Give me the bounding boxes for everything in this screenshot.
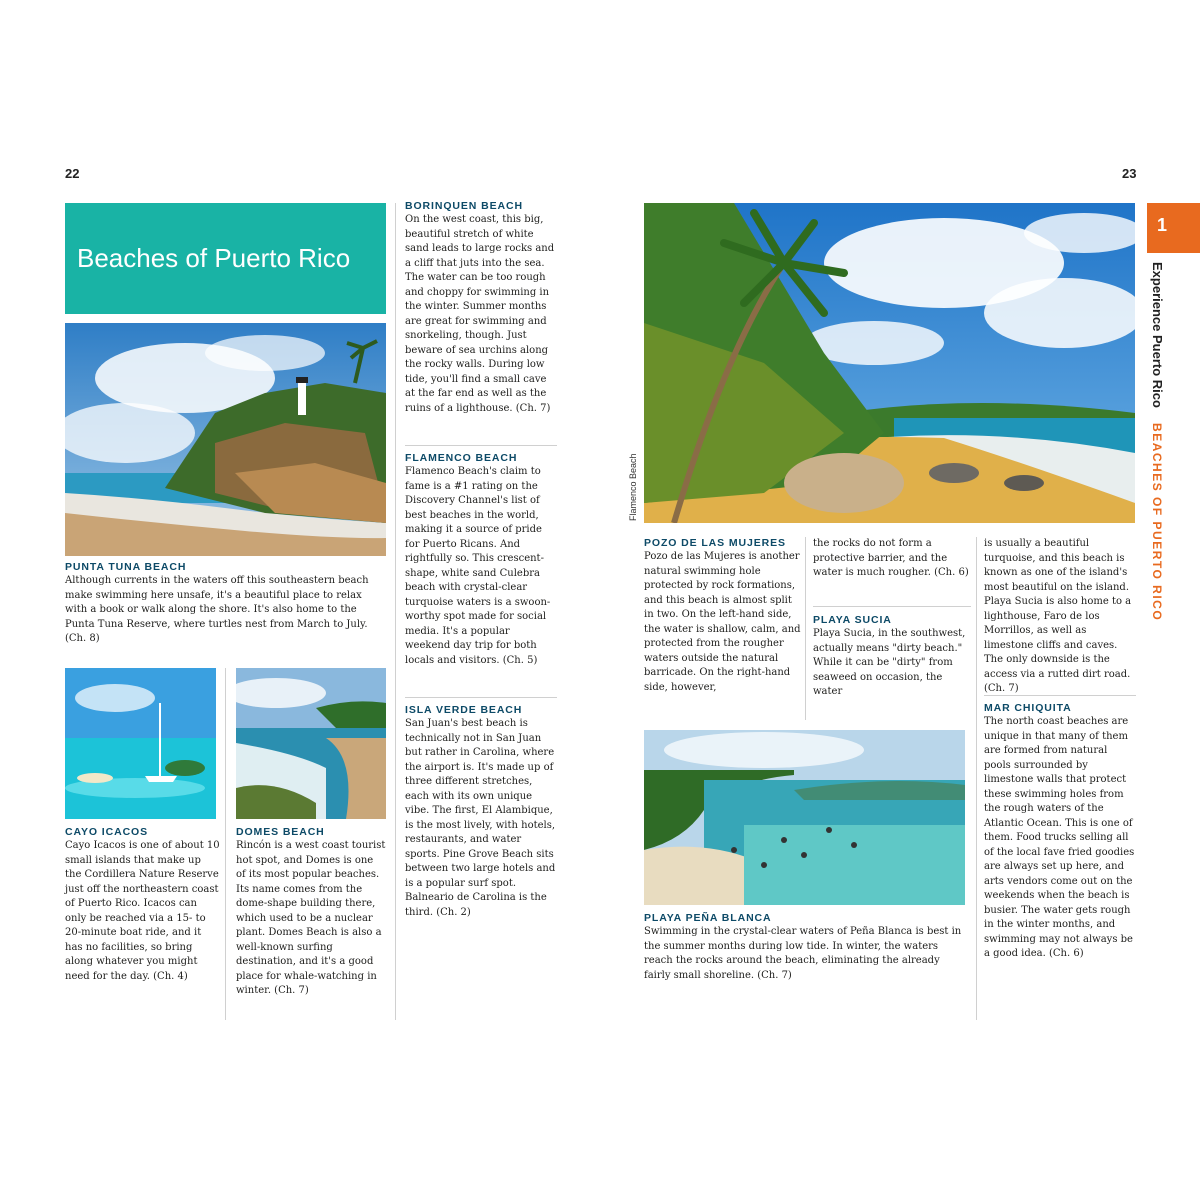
section-title: BEACHES OF PUERTO RICO [1150,423,1164,622]
heading: FLAMENCO BEACH [405,452,518,464]
column-rule [976,537,977,1020]
page-number-right: 23 [1122,166,1137,181]
heading: PLAYA PEÑA BLANCA [644,912,772,924]
body-text: Playa Sucia, in the southwest, actually means "dirty beach." While it can be "dirty" from seaweed on occasion, the water [813,628,966,697]
playa-pena-blanca-photo [644,730,965,905]
divider [405,697,557,698]
body-text: Rincón is a west coast tourist hot spot, and Domes is one of its most popular beaches. Its name comes from the dome-shape building there, which used to be a nuclear plant. Domes Beach is also a well-known surfing destination, and it's a good place for whale-watching in winter. (Ch. 7) [236,840,386,996]
column-rule [225,668,226,1020]
body-text: Pozo de las Mujeres is another natural swimming hole protected by rock formations, and this beach is almost split in two. On the left-hand side, the water is shallow, calm, and protected from the rougher waters outside the natural barricade. On the right-hand side, however, [644,551,801,693]
heading: CAYO ICACOS [65,826,149,838]
entry-punta-tuna [65,561,386,647]
body-text-continued: is usually a beautiful turquoise, and this beach is known as one of the island's most beautiful on the island. Playa Sucia is also home to a lighthouse, Faro de los Morrillos, as well as limestone cliffs and caves. The only downside is the access via a rutted dirt road. (Ch. 7) [984,538,1132,694]
body-text: Cayo Icacos is one of about 10 small islands that make up the Cordillera Nature Reserve just off the northeastern coast of Puerto Rico. Icacos can only be reached via a 15- to 20-minute boat ride, and it has no facilities, so bring along whatever you might need for the day. (Ch. 4) [65,840,220,982]
body-text: The north coast beaches are unique in that many of them are formed from natural pools surrounded by limestone walls that protect these swimming holes from the rough waters of the Atlantic Ocean. This is one of them. Food trucks selling all of the local fave fried goodies are always set up here, and arts vendors come out on the weekends when the beach is busier. The water gets rough in the winter months, and swimming may not always be a good idea. (Ch. 6) [984,716,1135,959]
entry-mar-chiquita [984,702,1136,962]
body-text: On the west coast, this big, beautiful stretch of white sand leads to large rocks and a cliff that juts into the sea. The water can be too rough and choppy for swimming in the winter. Summer months are great for swimming and snorkeling, though. Just beware of sea urchins along the rocky walls. During low tide, you'll find a small cave at the far end as well as the ruins of a lighthouse. (Ch. 7) [405,214,555,414]
heading: MAR CHIQUITA [984,702,1072,714]
entry-isla-verde-beach [405,704,557,920]
entry-domes-beach [236,826,386,999]
body-text: San Juan's best beach is technically not in San Juan but rather in Carolina, where the airport is. It's made up of three different stretches, each with its own unique vibe. The first, El Alambique, is the most lively, with hotels, restaurants, and water sports. Pine Grove Beach sits between two large hotels and is a popular surf spot. Balneario de Carolina is the third. (Ch. 2) [405,718,556,918]
entry-pozo-de-las-mujeres [644,537,802,695]
body-text-continued: the rocks do not form a protective barrier, and the water is much rougher. (Ch. 6) [813,538,969,578]
entry-cayo-icacos [65,826,220,984]
entry-flamenco-beach [405,452,557,668]
heading: PLAYA SUCIA [813,614,892,626]
title-banner [65,203,386,314]
page-number-left: 22 [65,166,80,181]
chapter-number: 1 [1156,215,1167,235]
heading: POZO DE LAS MUJERES [644,537,786,549]
entry-borinquen-beach [405,200,557,416]
heading: PUNTA TUNA BEACH [65,561,187,573]
flamenco-beach-photo [644,203,1135,523]
entry-playa-pena-blanca [644,912,965,983]
body-text: Although currents in the waters off this southeastern beach make swimming here unsafe, it's a beautiful place to relax with a book or walk along the shore. It's also home to the Punta Tuna Reserve, where turtles nest from March to July. (Ch. 8) [65,575,369,644]
entry-pozo-continued [813,537,971,581]
photo-credit: Flamenco Beach [628,453,638,521]
body-text: Swimming in the crystal-clear waters of Peña Blanca is best in the summer months during low tide. In winter, the waters reach the rocks around the beach, eliminating the already fairly small shoreline. (Ch. 7) [644,926,962,981]
heading: DOMES BEACH [236,826,325,838]
column-rule [395,203,396,1020]
body-text: Flamenco Beach's claim to fame is a #1 rating on the Discovery Channel's list of best beaches in the world, making it a source of pride for Puerto Ricans. And rightfully so. This crescent-shape, white sand Culebra beach with crystal-clear turquoise waters is a swoon-worthy spot made for social media. It's a popular weekend day trip for both locals and visitors. (Ch. 5) [405,466,551,666]
column-rule [805,537,806,720]
divider [405,445,557,446]
entry-playa-sucia [813,614,971,700]
heading: BORINQUEN BEACH [405,200,523,212]
running-head [1149,262,1168,621]
heading: ISLA VERDE BEACH [405,704,523,716]
cayo-icacos-photo [65,668,216,819]
domes-beach-photo [236,668,386,819]
page-title: Beaches of Puerto Rico [77,243,351,273]
punta-tuna-photo [65,323,386,556]
divider [984,695,1136,696]
divider [813,606,971,607]
chapter-tab [1147,203,1200,253]
book-title: Experience Puerto Rico [1150,262,1165,408]
entry-playa-sucia-continued [984,537,1136,697]
